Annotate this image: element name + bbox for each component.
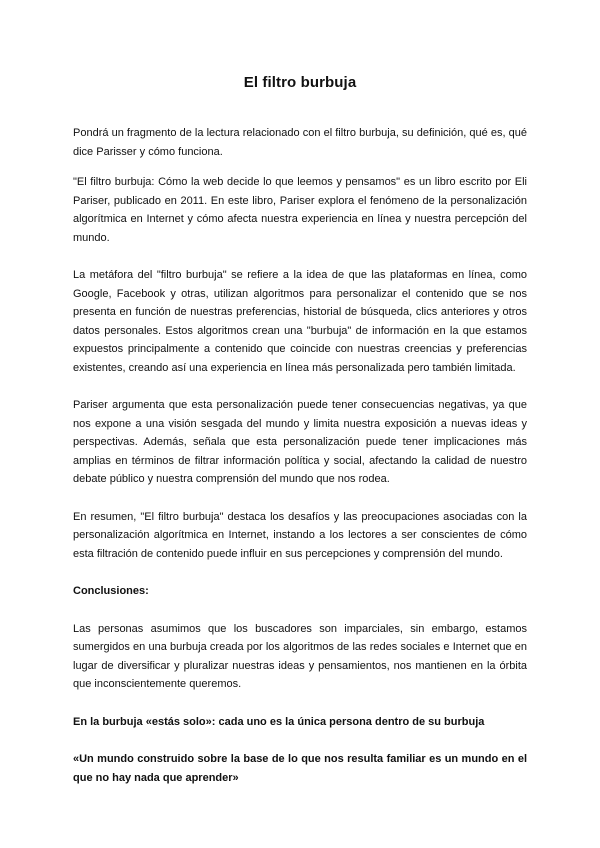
- body-paragraph-3: Pariser argumenta que esta personalización puede tener consecuencias negativas, ya que nos expone a una visión sesgada del mundo y limita nuestra exposición a nuevas ideas y perspectivas. Además, señala que esta personalización puede tener implicaciones más amplias en términos de filtrar información política y social, afectando la calidad de nuestro debate público y nuestra comprensión del mundo que nos rodea.: [73, 399, 527, 485]
- document-title: El filtro burbuja: [243, 74, 357, 91]
- body-paragraph-2: La metáfora del "filtro burbuja" se refiere a la idea de que las plataformas en línea, como Google, Facebook y otras, utilizan algoritmos para personalizar el contenido que se nos presenta en función de nuestras preferencias, historial de búsqueda, clics anteriores y otros datos personales. Estos algoritmos crean una "burbuja" de información en la que estamos expuestos principalmente a contenido que coincide con nuestras creencias y preferencias existentes, creando así una experiencia en línea más personalizada pero también limitada.: [73, 269, 527, 374]
- body-paragraph-4: En resumen, "El filtro burbuja" destaca los desafíos y las preocupaciones asociadas con la personalización algorítmica en Internet, instando a los lectores a ser conscientes de cómo esta filtración de contenido puede influir en sus percepciones y comprensión del mundo.: [73, 510, 527, 560]
- intro-paragraph: Pondrá un fragmento de la lectura relacionado con el filtro burbuja, su definición, qué es, qué dice Parisser y cómo funciona.: [73, 127, 527, 158]
- body-paragraph-1: "El filtro burbuja: Cómo la web decide lo que leemos y pensamos" es un libro escrito por Eli Pariser, publicado en 2011. En este libro, Pariser explora el fenómeno de la personalización algorítmica en Internet y cómo afecta nuestra experiencia en línea y nuestra percepción del mundo.: [73, 176, 527, 244]
- conclusions-paragraph: Las personas asumimos que los buscadores son imparciales, sin embargo, estamos sumergidos en una burbuja creada por los algoritmos de las redes sociales e Internet que en lugar de diversificar y pluralizar nuestras ideas y pensamientos, nos mantienen en la órbita que inconscientemente queremos.: [73, 622, 527, 690]
- conclusions-heading: Conclusiones:: [73, 585, 149, 597]
- quote-alone-in-bubble: En la burbuja «estás solo»: cada uno es la única persona dentro de su burbuja: [73, 715, 485, 728]
- quote-familiar-world: «Un mundo construido sobre la base de lo que nos resulta familiar es un mundo en el que no hay nada que aprender»: [73, 753, 527, 784]
